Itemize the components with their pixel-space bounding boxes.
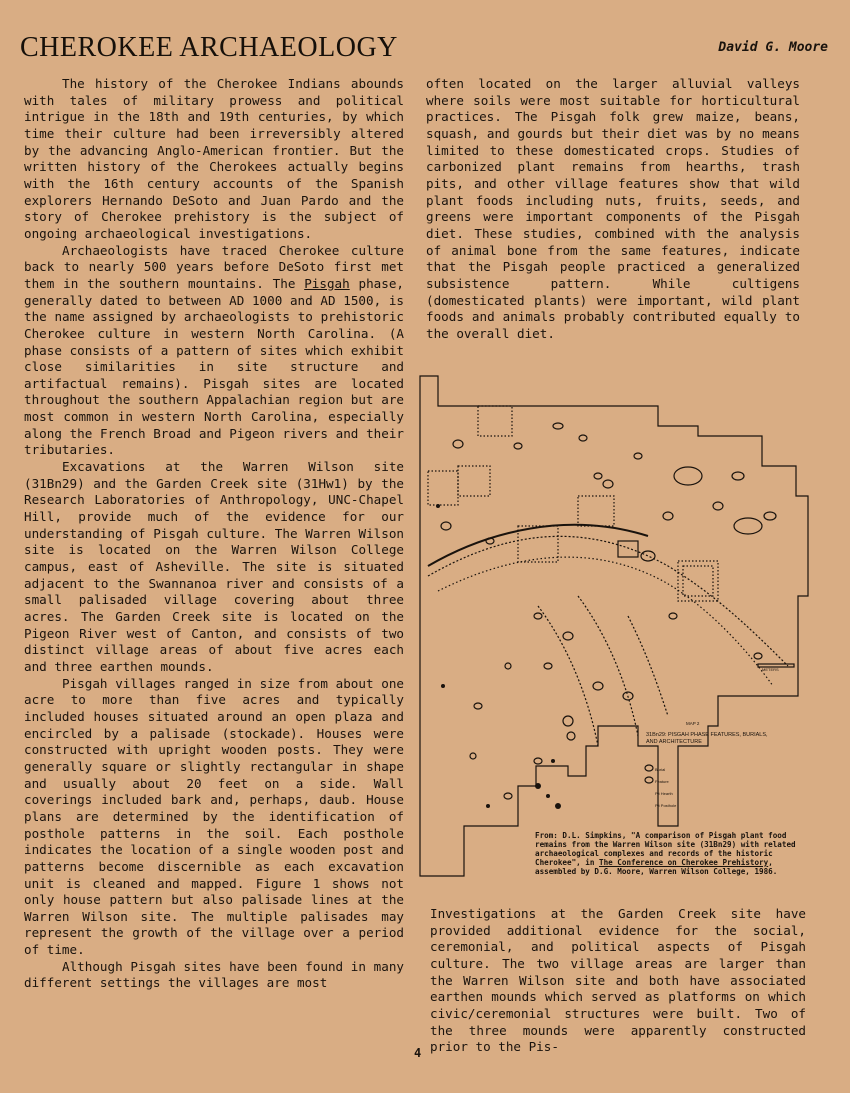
legend-item: Pit Hearth (655, 791, 673, 796)
paragraph: often located on the larger alluvial valleys where soils were most suitable for horticultural practices. The Pisgah folk grew maize, beans, squash, and gourds but their diet was by no means limited to these domesticated crops. Studies of carbonized plant remains from hearths, trash pits, and other village features show that wild plant foods including nuts, fruits, seeds, and greens were important components of the Pisgah diet. These studies, combined with the analysis of animal bone from the same features, indicate that the Pisgah people practiced a generalized subsistence pattern. While cultigens (domesticated plants) were important, wild plant foods and animals probably contributed equally to the overall diet. (426, 76, 800, 341)
paragraph: Although Pisgah sites have been found in many different settings the villages are most (24, 958, 404, 991)
paragraph (24, 243, 404, 460)
caption-text: , assembled by D.G. Moore, Warren Wilson College, 1986. (535, 858, 778, 876)
map-tag: MAP 2 (686, 721, 700, 726)
map-legend (655, 764, 676, 812)
legend-item: Feature (655, 779, 669, 784)
map-title-line: AND ARCHITECTURE (646, 738, 702, 745)
right-column-bottom (430, 906, 806, 1056)
author-byline: David G. Moore (718, 40, 828, 55)
underlined-term: Pisgah (304, 275, 350, 291)
right-column-top (426, 76, 800, 343)
text-run: phase, generally dated to between AD 1000 and AD 1500, is the name assigned by archaeologists to prehistoric Cherokee culture in western North Carolina. (A phase consists of a pattern of sites which exhibit close similarities in site structure and artifactual remains). Pisgah sites are located throughout the southern Appalachian region but are most common in western North Carolina, especially along the French Broad and Pigeon rivers and their tributaries. (24, 275, 404, 458)
figure-caption (532, 829, 820, 878)
left-column (24, 76, 404, 992)
text-run: Archaeologists have traced Cherokee culture back to nearly 500 years before DeSoto first met them in the southern mountains. The (24, 242, 404, 291)
map-title (646, 732, 768, 745)
legend-item: Pit Posthole (655, 803, 677, 808)
scale-label: METERS (762, 667, 779, 672)
article-title: CHEROKEE ARCHAEOLOGY (20, 32, 398, 63)
legend-item: Burial (655, 767, 666, 772)
caption-source-title: The Conference on Cherokee Prehistory (599, 858, 769, 867)
map-title-line: 31Bn29: PISGAH PHASE FEATURES, BURIALS, (646, 732, 768, 738)
paragraph: Pisgah villages ranged in size from about one acre to more than five acres and typically included houses situated around an open plaza and encircled by a palisade (stockade). Houses were constructed with upright wooden posts. They were generally square or slightly rectangular in shape and usually about 20 feet on a side. Wall coverings included bark and, perhaps, daub. House plans are determined by the identification of posthole patterns in the soil. Each posthole indicates the location of a single wooden post and patterns become discernible as each excavation unit is cleaned and mapped. Figure 1 shows not only house pattern but also palisade lines at the Warren Wilson site. The multiple palisades may represent the growth of the village over a period of time. (24, 675, 404, 958)
page-number: 4 (414, 1046, 422, 1060)
paragraph: The history of the Cherokee Indians abounds with tales of military prowess and political intrigue in the 18th and 19th centuries, by which time their culture had been irreversibly altered by the advancing Anglo-American frontier. But the written history of the Cherokees actually begins with the 16th century accounts of the Spanish explorers Hernando DeSoto and Juan Pardo and the story of Cherokee prehistory is the subject of ongoing archaeological investigations. (24, 76, 404, 241)
paragraph: Excavations at the Warren Wilson site (31Bn29) and the Garden Creek site (31Hw1) by the Research Laboratories of Anthropology, UNC-Chapel Hill, provide much of the evidence for our understanding of Pisgah culture. The Warren Wilson site is located on the Warren Wilson College campus, east of Asheville. The site is situated adjacent to the Swannanoa river and consists of a small palisaded village covering about three acres. The Garden Creek site is located on the Pigeon River west of Canton, and consists of two distinct village areas of about five acres each and three earthen mounds. (24, 459, 404, 674)
site-map-drawing (418, 366, 818, 896)
site-map-figure (418, 366, 818, 896)
paragraph: Investigations at the Garden Creek site have provided additional evidence for the social, ceremonial, and political aspects of Pisgah culture. The two village areas are larger than the Warren Wilson site and both have associated earthen mounds which served as platforms on which civic/ceremonial structures were built. Two of the three mounds were apparently constructed prior to the Pis- (430, 906, 806, 1055)
caption-text: From: D.L. Simpkins, "A comparison of Pisgah plant food remains from the Warren Wilson site (31Bn29) with related archaeological complexes and records of the historic Cherokee", in (535, 831, 796, 867)
